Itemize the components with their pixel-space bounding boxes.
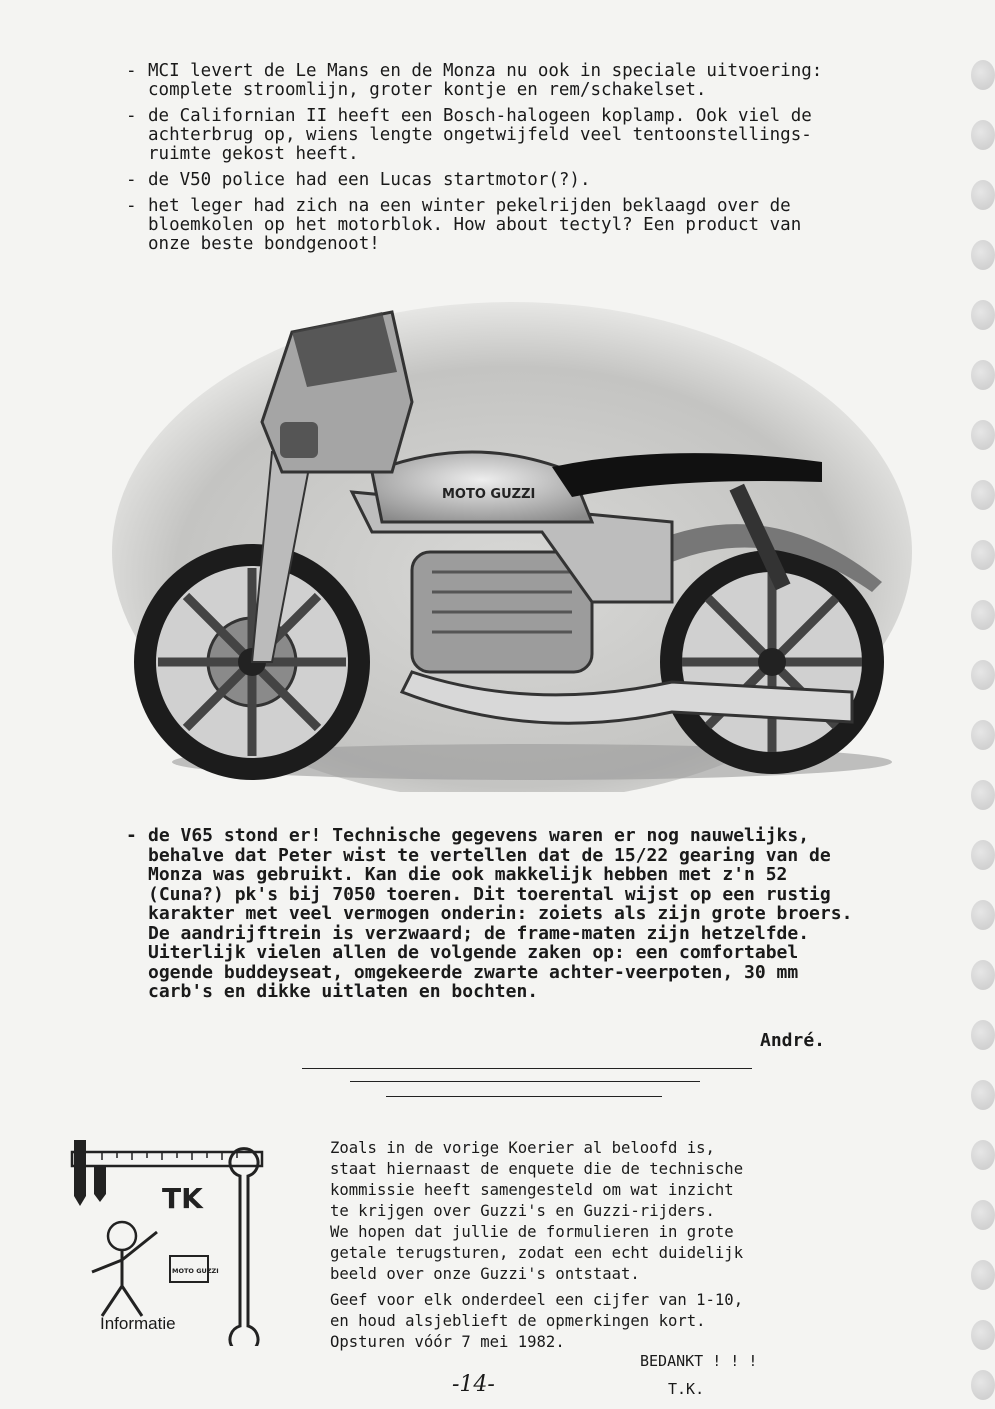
logo-letters: TK xyxy=(162,1182,203,1215)
logo-caption: Informatie xyxy=(100,1314,176,1333)
news-bullet-list xyxy=(126,62,956,261)
page-number: -14- xyxy=(452,1372,495,1397)
bullet-item: - MCI levert de Le Mans en de Monza nu ook in speciale uitvoering: complete stroomlijn, groter kontje en rem/schakelset. xyxy=(126,61,823,100)
author-signature: André. xyxy=(760,1030,826,1051)
tk-signature: T.K. xyxy=(668,1380,705,1398)
divider-line xyxy=(386,1096,662,1097)
survey-intro-text: Zoals in de vorige Koerier al beloofd is, staat hiernaast de enquete die de technische kommissie heeft samengesteld om wat inzicht te krijgen over Guzzi's en Guzzi-rijders. We hopen dat jullie de formulieren in grote getale terugsturen, zodat een echt duidelijk beeld over onze Guzzi's ontstaat. xyxy=(330,1139,744,1283)
bullet-item: - het leger had zich na een winter pekelrijden beklaagd over de bloemkolen op het motorblok. How about tectyl? Een product van onze beste bondgenoot! xyxy=(126,196,802,254)
bullet-text: het leger had zich na een winter pekelrijden beklaagd over de bloemkolen op het motorblok. How about tectyl? Een product van onze beste bondgenoot! xyxy=(148,196,802,254)
bullet-item: - de V50 police had een Lucas startmotor(?). xyxy=(126,170,591,190)
thanks-text: BEDANKT ! ! ! xyxy=(640,1352,758,1370)
binding-holes xyxy=(967,40,995,1400)
bullet-item: - de Californian II heeft een Bosch-halogeen koplamp. Ook viel de achterbrug op, wiens lengte ongetwijfeld veel tentoonstellings- ruimte gekost heeft. xyxy=(126,106,812,164)
bullet-text: de V50 police had een Lucas startmotor(?). xyxy=(148,170,591,190)
survey-instructions: Geef voor elk onderdeel een cijfer van 1-10, en houd alsjeblieft de opmerkingen kort. Opsturen vóór 7 mei 1982. xyxy=(330,1291,744,1351)
v65-paragraph: - de V65 stond er! Technische gegevens waren er nog nauwelijks, behalve dat Peter wist te vertellen dat de 15/22 gearing van de Monza was gebruikt. Kan die ook makkelijk hebben met z'n 52 (Cuna?) pk's bij 7050 toeren. Dit toerental wijst op een rustig karakter met veel vermogen onderin: zoiets als zijn grote broers. De aandrijftrein is verzwaard; de frame-maten zijn hetzelfde. Uiterlijk vielen allen de volgende zaken op: een comfortabel ogende buddeyseat, omgekeerde zwarte achter-veerpoten, 30 mm carb's en dikke uitlaten en bochten. xyxy=(126,825,853,1002)
divider-line xyxy=(302,1068,752,1069)
v65-text: de V65 stond er! Technische gegevens waren er nog nauwelijks, behalve dat Peter wist te vertellen dat de 15/22 gearing van de Monza was gebruikt. Kan die ook makkelijk hebben met z'n 52 (Cuna?) pk's bij 7050 toeren. Dit toerental wijst op een rustig karakter met veel vermogen onderin: zoiets als zijn grote broers. De aandrijftrein is verzwaard; de frame-maten zijn hetzelfde. Uiterlijk vielen allen de volgende zaken op: een comfortabel ogende buddeyseat, omgekeerde zwarte achter-veerpoten, 30 mm carb's en dikke uitlaten en bochten. xyxy=(148,825,853,1002)
logo-badge: MOTO GUZZI xyxy=(172,1267,219,1275)
bullet-text: MCI levert de Le Mans en de Monza nu ook in speciale uitvoering: complete stroomlijn, groter kontje en rem/schakelset. xyxy=(148,61,823,100)
bullet-text: de Californian II heeft een Bosch-halogeen koplamp. Ook viel de achterbrug op, wiens lengte ongetwijfeld veel tentoonstellings- ruimte gekost heeft. xyxy=(148,106,812,164)
motorcycle-photo xyxy=(112,292,912,792)
divider-line xyxy=(350,1081,700,1082)
tank-brand: MOTO GUZZI xyxy=(442,487,536,502)
